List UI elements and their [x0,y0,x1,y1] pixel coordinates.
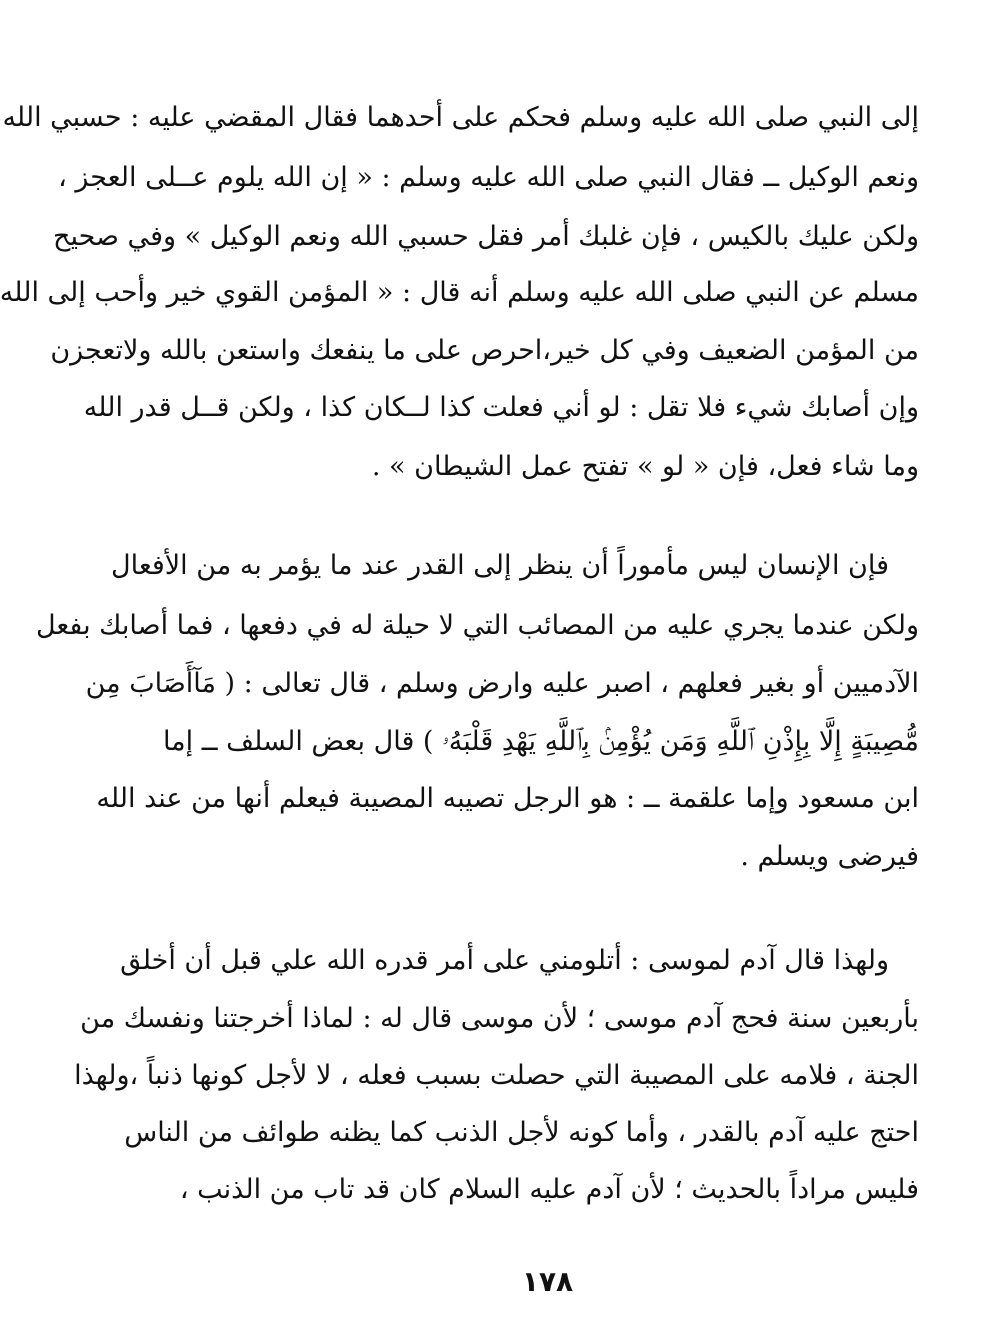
paragraph-1-line-1: إلى النبي صلى الله عليه وسلم فحكم على أحدهما فقال المقضي عليه : حسبي الله [2,102,919,133]
paragraph-1-line-7: وما شاء فعل، فإن « لو » تفتح عمل الشيطان » . [371,451,919,482]
paragraph-3-line-5: فليس مراداً بالحديث ؛ لأن آدم عليه السلام كان قد تاب من الذنب ، [179,1174,919,1205]
paragraph-2-line-2: ولكن عندما يجري عليه من المصائب التي لا حيلة له في دفعها ، فما أصابك بفعل [35,610,919,641]
paragraph-3-line-1: ولهذا قال آدم لموسى : أتلومني على أمر قدره الله علي قبل أن أخلق [120,945,889,976]
paragraph-1-line-5: من المؤمن الضعيف وفي كل خير،احرص على ما ينفعك واستعن بالله ولاتعجزن [50,335,919,366]
paragraph-2-line-6: فيرضى ويسلم . [740,841,919,872]
paragraph-2-line-1: فإن الإنسان ليس مأموراً أن ينظر إلى القدر عند ما يؤمر به من الأفعال [110,550,889,581]
paragraph-1-line-6: وإن أصابك شيء فلا تقل : لو أني فعلت كذا لــكان كذا ، ولكن قــل قدر الله [83,392,919,423]
paragraph-1-line-3: ولكن عليك بالكيس ، فإن غلبك أمر فقل حسبي الله ونعم الوكيل » وفي صحيح [53,221,919,252]
paragraph-2-line-4: مُّصِيبَةٍ إِلَّا بِإِذْنِ ٱللَّهِ وَمَن يُؤْمِنۢ بِٱللَّهِ يَهْدِ قَلْبَهُۥ ) قال بعض السلف ــ إما [162,726,919,757]
paragraph-3-line-4: احتج عليه آدم بالقدر ، وأما كونه لأجل الذنب كما يظنه طوائف من الناس [124,1117,919,1148]
paragraph-3-line-3: الجنة ، فلامه على المصيبة التي حصلت بسبب فعله ، لا لأجل كونها ذنباً ،ولهذا [74,1060,919,1091]
paragraph-1-line-4: مسلم عن النبي صلى الله عليه وسلم أنه قال : « المؤمن القوي خير وأحب إلى الله [0,277,919,308]
paragraph-2-line-3: الآدميين أو بغير فعلهم ، اصبر عليه وارض وسلم ، قال تعالى : ( مَآأَصَابَ مِن [85,668,919,699]
paragraph-2-line-5: ابن مسعود وإما علقمة ــ : هو الرجل تصيبه المصيبة فيعلم أنها من عند الله [96,783,919,814]
page-number: ١٧٨ [521,1265,574,1298]
paragraph-1-line-2: ونعم الوكيل ــ فقال النبي صلى الله عليه وسلم : « إن الله يلوم عــلى العجز ، [58,162,919,193]
paragraph-3-line-2: بأربعين سنة فحج آدم موسى ؛ لأن موسى قال له : لماذا أخرجتنا ونفسك من [80,1003,919,1034]
